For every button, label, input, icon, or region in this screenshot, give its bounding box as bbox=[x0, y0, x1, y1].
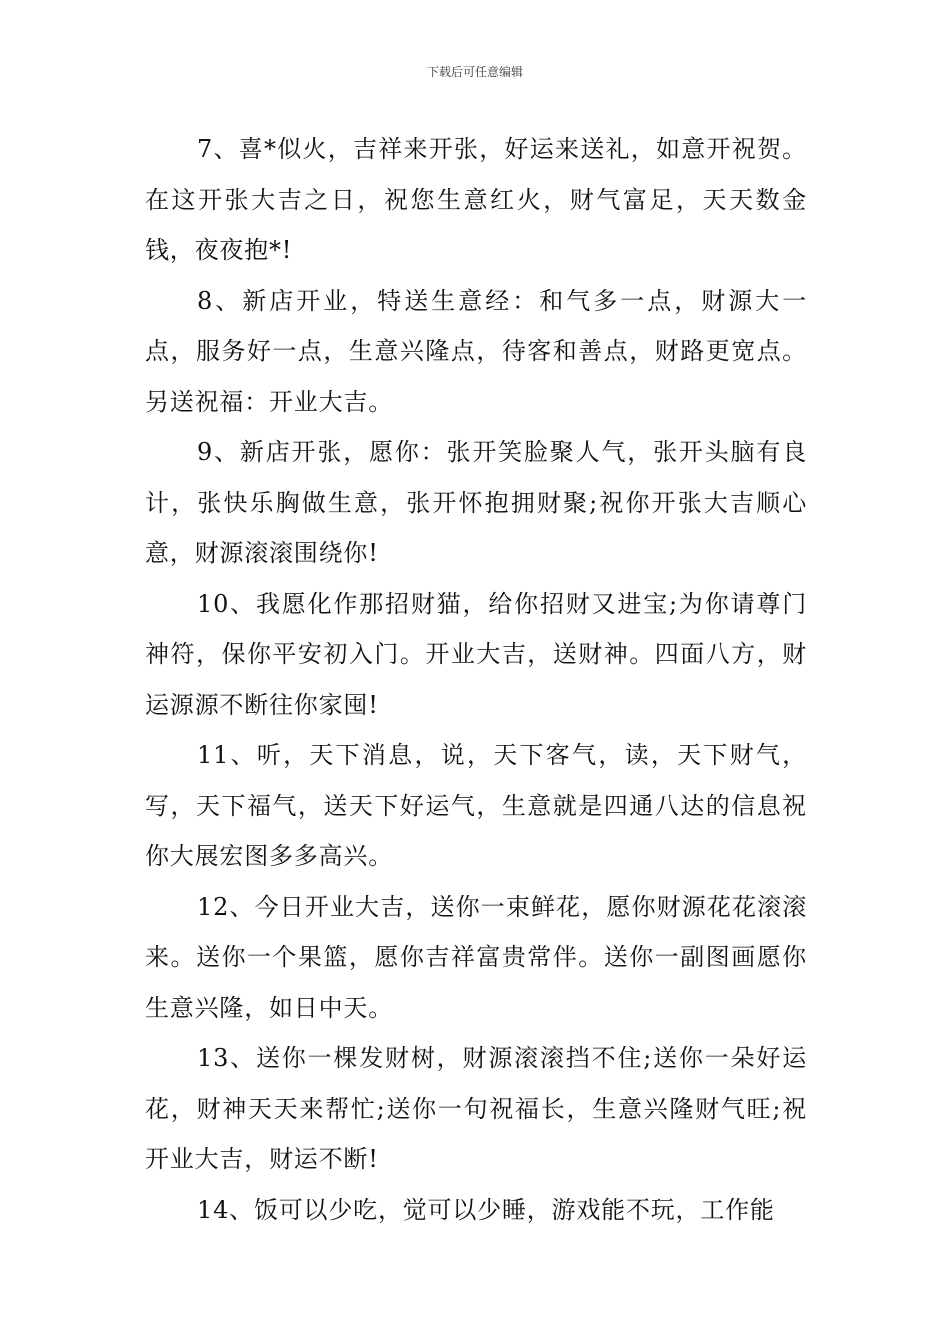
paragraph-8: 8、新店开业，特送生意经：和气多一点，财源大一点，服务好一点，生意兴隆点，待客和善点，财路更宽点。另送祝福：开业大吉。 bbox=[145, 286, 807, 416]
paragraph-9: 9、新店开张，愿你：张开笑脸聚人气，张开头脑有良计，张快乐胸做生意，张开怀抱拥财聚;祝你开张大吉顺心意，财源滚滚围绕你! bbox=[145, 438, 807, 567]
paragraph-13: 13、送你一棵发财树，财源滚滚挡不住;送你一朵好运花，财神天天来帮忙;送你一句祝福长，生意兴隆财气旺;祝开业大吉，财运不断! bbox=[145, 1044, 807, 1173]
paragraph-11: 11、听，天下消息，说，天下客气，读，天下财气，写，天下福气，送天下好运气，生意就是四通八达的信息祝你大展宏图多多高兴。 bbox=[145, 741, 807, 870]
document-body bbox=[145, 124, 807, 1235]
page-header-note: 下载后可任意编辑 bbox=[426, 65, 523, 79]
paragraph-14: 14、饭可以少吃，觉可以少睡，游戏能不玩，工作能 bbox=[197, 1195, 775, 1224]
paragraph-10: 10、我愿化作那招财猫，给你招财又进宝;为你请尊门神符，保你平安初入门。开业大吉，送财神。四面八方，财运源源不断往你家囤! bbox=[145, 589, 807, 719]
paragraph-7: 7、喜*似火，吉祥来开张，好运来送礼，如意开祝贺。在这开张大吉之日，祝您生意红火，财气富足，天天数金钱，夜夜抱*! bbox=[145, 135, 807, 264]
paragraph-12: 12、今日开业大吉，送你一束鲜花，愿你财源花花滚滚来。送你一个果篮，愿你吉祥富贵常伴。送你一副图画愿你生意兴隆，如日中天。 bbox=[145, 892, 807, 1022]
